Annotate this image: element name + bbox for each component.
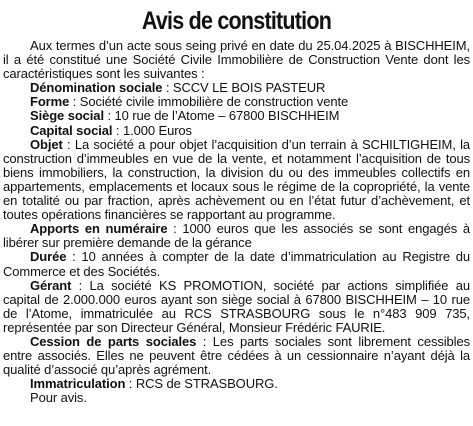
field-label: Gérant bbox=[30, 277, 72, 293]
field-label: Immatriculation bbox=[30, 376, 126, 392]
field-value: : 1.000 Euros bbox=[112, 122, 192, 138]
field-forme bbox=[3, 95, 470, 109]
field-label: Apports en numéraire bbox=[30, 221, 168, 237]
field-gerant bbox=[3, 279, 470, 335]
field-capital bbox=[3, 124, 470, 138]
field-label: Capital social bbox=[30, 122, 113, 138]
field-value: : Les parts sociales sont librement cessibles entre associés. Elles ne peuvent être cédées à un cessionnaire n’ayant déjà la qualité d’associé qu’après agrément. bbox=[3, 333, 470, 378]
field-value: : La société KS PROMOTION, société par actions simplifiée au capital de 2.000.000 euros ayant son siège social à 67800 BISCHHEIM – 10 rue de l’Atome, immatriculée au RCS STRASBOURG sous le n°483 909 735, représentée par son Directeur Général, Monsieur Frédéric FAURIE. bbox=[3, 277, 470, 335]
field-objet bbox=[3, 138, 470, 223]
field-siege bbox=[3, 109, 470, 123]
field-label: Cession de parts sociales bbox=[30, 333, 197, 349]
field-label: Durée bbox=[30, 249, 67, 265]
field-value: : 10 rue de l’Atome – 67800 BISCHHEIM bbox=[103, 108, 340, 124]
field-value: : 1000 euros que les associés se sont engagés à libérer sur première demande de la gérance bbox=[3, 221, 470, 251]
intro-paragraph: Aux termes d’un acte sous seing privé en date du 25.04.2025 à BISCHHEIM, il a été constitué une Société Civile Immobilière de Construction Vente dont les caractéristiques sont les suivantes : bbox=[3, 38, 470, 82]
field-apports bbox=[3, 222, 470, 250]
field-value: : La société a pour objet l’acquisition d’un terrain à SCHILTIGHEIM, la construction d’immeubles en vue de la vente, et notamment l’acquisition de tous biens immobiliers, la construction, la division du ou des immeubles collectifs en appartements, emplacements et locaux sous le régime de la copropriété, la vente en totalité ou par fraction, après achèvement ou en l’état futur d’achèvement, et toutes opérations financières se rapportant au programme. bbox=[3, 136, 470, 223]
field-label: Siège social bbox=[30, 108, 104, 124]
notice-body bbox=[3, 39, 470, 405]
closing-line: Pour avis. bbox=[30, 390, 87, 406]
field-duree bbox=[3, 250, 470, 278]
field-value: : 10 années à compter de la date d’immatriculation au Registre du Commerce et des Sociétés. bbox=[3, 249, 470, 279]
field-label: Dénomination sociale bbox=[30, 80, 163, 96]
field-value: : SCCV LE BOIS PASTEUR bbox=[162, 80, 326, 96]
field-value: : Société civile immobilière de construction vente bbox=[69, 94, 349, 110]
notice-title: Avis de constitution bbox=[141, 7, 332, 35]
field-label: Forme bbox=[30, 94, 70, 110]
field-immatriculation bbox=[3, 377, 470, 391]
field-value: : RCS de STRASBOURG. bbox=[125, 376, 278, 392]
field-cession bbox=[3, 335, 470, 377]
field-label: Objet bbox=[30, 136, 63, 152]
field-denomination bbox=[3, 81, 470, 95]
